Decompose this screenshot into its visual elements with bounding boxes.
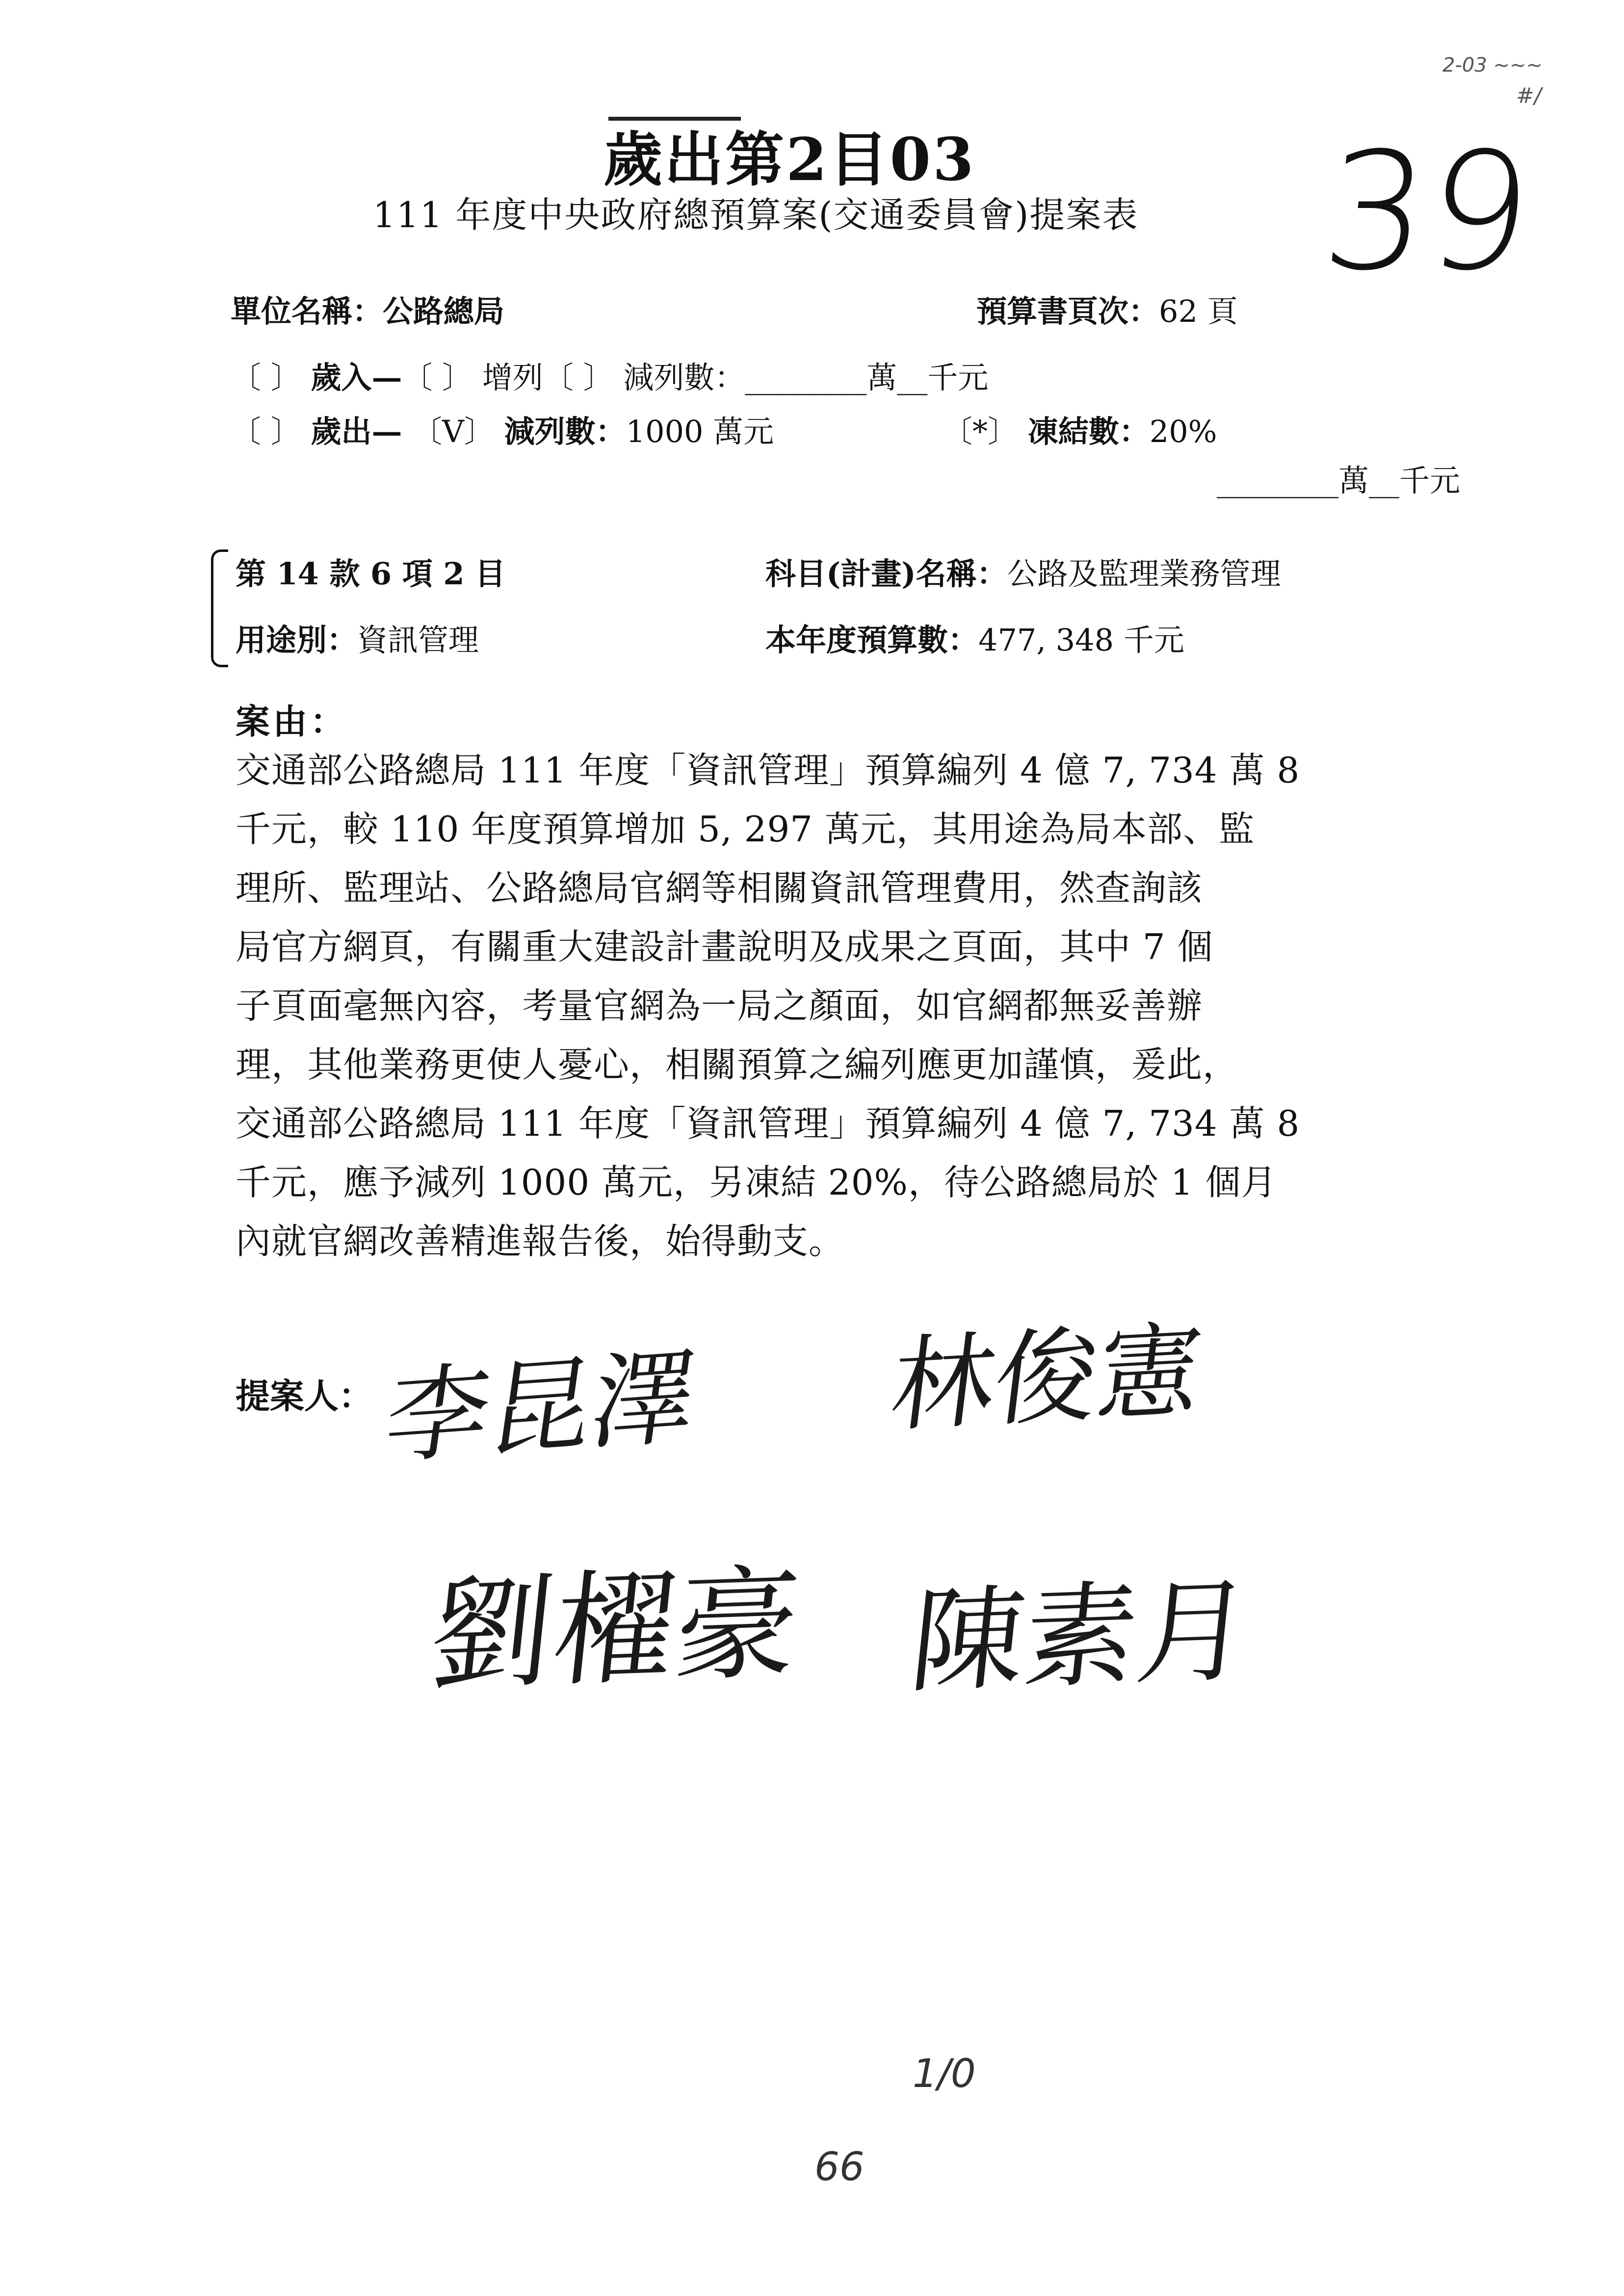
reason-line: 內就官網改善精進報告後，始得動支。 [236,1221,845,1262]
use-field [236,616,479,659]
revenue-line [231,353,988,397]
signature: 劉櫂豪 [423,1551,806,1708]
revenue-add-label: 增列 [482,360,543,395]
page-ref-value: 62 頁 [1159,293,1238,329]
reason-line: 子頁面毫無內容，考量官網為一局之顏面，如官網都無妥善辦 [236,985,1203,1026]
reason-line: 理所、監理站、公路總局官網等相關資訊管理費用，然查詢該 [236,867,1203,909]
proposer-label: 提案人： [236,1376,373,1416]
subject-field [765,549,1281,593]
unit-field [231,287,504,331]
signature: 林俊憲 [885,1309,1208,1447]
revenue-cut-label: 減列數： [623,360,745,395]
reason-line: 交通部公路總局 111 年度「資訊管理」預算編列 4 億 7, 734 萬 8 [236,1103,1300,1144]
bottom-note: 1/0 [913,2051,976,2096]
expenditure-cut-label: 減列數： [504,414,626,449]
freeze-blank: ________ [1217,463,1338,498]
subject-value: 公路及監理業務管理 [1007,556,1281,592]
unit-value: 公路總局 [383,293,505,329]
revenue-amount-blank: ________ [745,360,867,395]
page-ref-label: 預算書頁次： [976,293,1159,329]
document-title: 111 年度中央政府總預算案(交通委員會)提案表 [373,194,1139,235]
freeze-bracket: 〔*〕 [942,414,1019,449]
freeze-unit-wan: 萬 [1338,463,1369,498]
freeze-field [942,407,1217,451]
revenue-cut-bracket: 〔 〕 [543,360,614,395]
freeze-amount-line [1217,456,1460,500]
page-ref-field [976,287,1238,331]
budget-value: 477, 348 千元 [978,622,1184,658]
bottom-note: 66 [814,2144,864,2190]
date-stamp: 2-03 ~~~ [1442,54,1543,77]
revenue-add-bracket: 〔 〕 [402,360,473,395]
expenditure-line [231,407,774,451]
expenditure-bracket: 〔 〕 [231,414,301,449]
expenditure-cut-value: 1000 萬元 [626,414,774,449]
budget-field [765,616,1184,659]
heading-handwritten: 歲出第2目03 [603,125,976,194]
use-label: 用途別： [236,622,358,658]
revenue-bracket: 〔 〕 [231,360,301,395]
reason-line: 交通部公路總局 111 年度「資訊管理」預算編列 4 億 7, 734 萬 8 [236,750,1300,791]
reason-heading: 案由： [236,701,347,742]
reason-line: 千元，應予減列 1000 萬元，另凍結 20%，待公路總局於 1 個月 [236,1162,1277,1203]
expenditure-label: 歲出— [311,414,402,449]
budget-label: 本年度預算數： [765,622,979,658]
use-value: 資訊管理 [357,622,479,658]
freeze-blank2: __ [1369,463,1400,498]
freeze-unit-qian: 千元 [1399,463,1461,498]
revenue-blank2: __ [897,360,928,395]
reason-line: 理，其他業務更使人憂心，相關預算之編列應更加謹慎，爰此， [236,1044,1239,1085]
reason-line: 千元，較 110 年度預算增加 5, 297 萬元，其用途為局本部、監 [236,809,1255,850]
freeze-label: 凍結數： [1027,414,1150,449]
page-number-handwritten: 39 [1314,118,1541,306]
signature: 李昆澤 [378,1335,704,1479]
signature: 陳素月 [904,1565,1257,1709]
initial-mark: #/ [1516,83,1542,108]
section-bracket [211,549,228,667]
expenditure-check-bracket: 〔V〕 [412,414,495,449]
revenue-unit-wan: 萬 [866,360,897,395]
freeze-value: 20% [1149,414,1217,449]
revenue-unit-qian: 千元 [927,360,989,395]
subject-label: 科目(計畫)名稱： [765,556,1007,592]
section-field: 第 14 款 6 項 2 目 [236,556,506,592]
reason-line: 局官方網頁，有關重大建設計畫說明及成果之頁面，其中 7 個 [236,926,1213,967]
reason-body [236,741,1442,1271]
unit-label: 單位名稱： [231,293,383,329]
revenue-label: 歲入— [311,360,402,395]
